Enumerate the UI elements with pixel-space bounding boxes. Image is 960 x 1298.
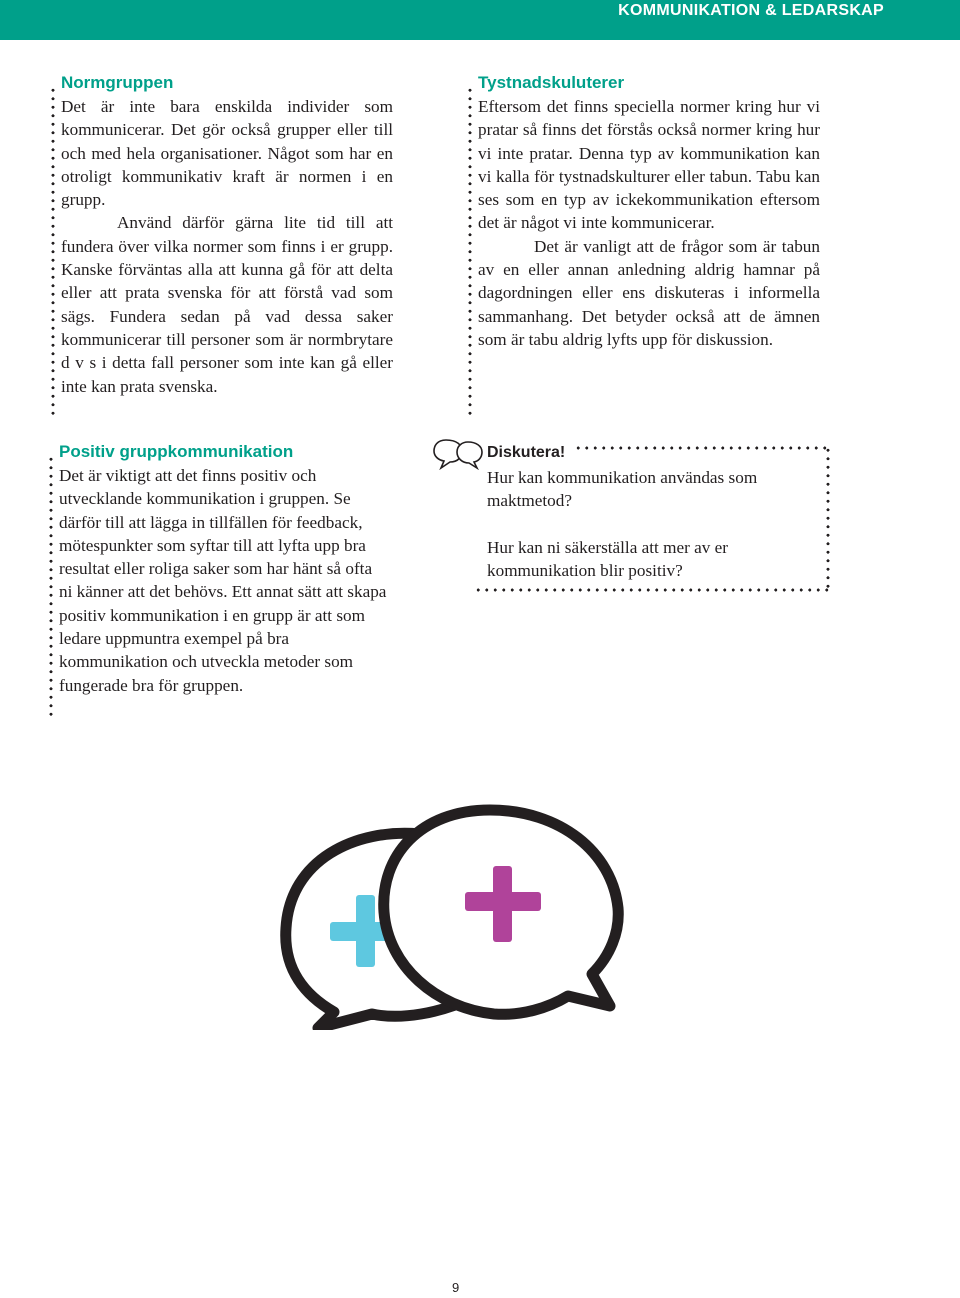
paragraph: Det är viktigt att det finns positiv och utvecklande kommunikation i gruppen. Se därför till att lägga in tillfällen för feedback, mötespunkter som syftar till att lyfta upp bra resultat eller roliga saker som har hänt så ofta ni känner att det behövs. Ett annat sätt att skapa positiv kommunikation i en grupp är att som ledare uppmuntra exempel på bra kommunikation och utveckla metoder som fungerade bra för gruppen.	[59, 466, 387, 695]
discussion-question: Hur kan ni säkerställa att mer av er kommunikation blir positiv?	[487, 538, 729, 581]
dotted-border-top	[574, 446, 830, 450]
discussion-heading: Diskutera!	[487, 444, 566, 461]
paragraph: Använd därför gärna lite tid till att fundera över vilka normer som finns i er grupp. Kanske förväntas alla att kunna gå för att delta eller att prata svenska för att förstå vad som sägs. Fundera sedan på vad dessa saker kommunicerar till personer som är normbrytare d v s i detta fall personer som inte kan gå eller inte kan prata svenska.	[61, 213, 393, 396]
section-heading: Tystnadskuluterer	[478, 73, 625, 92]
section-tystnadskulturer	[478, 72, 820, 351]
section-normgruppen	[61, 72, 393, 398]
discussion-question: Hur kan kommunikation användas som maktmetod?	[487, 468, 758, 511]
section-heading: Positiv gruppkommunikation	[59, 442, 294, 461]
dotted-border-right	[826, 446, 830, 592]
section-positiv-gruppkommunikation	[59, 441, 387, 697]
right-speech-bubble	[384, 810, 619, 1014]
dotted-divider	[49, 455, 53, 717]
paragraph: Det är vanligt att de frågor som är tabun av en eller annan anledning aldrig hamnar på dagordningen eller ens diskuteras i informella sammanhang. Det betyder också att de ämnen som är tabu aldrig lyfts upp för diskussion.	[478, 236, 820, 349]
dotted-border-bottom	[474, 588, 830, 592]
speech-bubbles-plus-icon	[260, 800, 630, 1030]
discussion-box	[474, 446, 828, 588]
paragraph: Det är inte bara enskilda individer som kommunicerar. Det gör också grupper eller till och med hela organisationer. Något som har en otroligt kommunikativ kraft är normen i en grupp.	[61, 97, 393, 210]
section-heading: Normgruppen	[61, 73, 174, 92]
page-number: 9	[452, 1280, 460, 1295]
header-title: KOMMUNIKATION & LEDARSKAP	[618, 2, 884, 19]
page-header	[0, 0, 960, 40]
dotted-divider	[468, 86, 472, 416]
paragraph: Eftersom det finns speciella normer kring hur vi pratar så finns det förstås också normer kring hur vi inte pratar. Denna typ av kommunikation kan vi kalla för tystnadskulturer eller tabun. Tabu kan ses som en typ av ickekommunikation eftersom det är något vi inte kommunicerar.	[478, 97, 820, 233]
dotted-divider	[51, 86, 55, 416]
